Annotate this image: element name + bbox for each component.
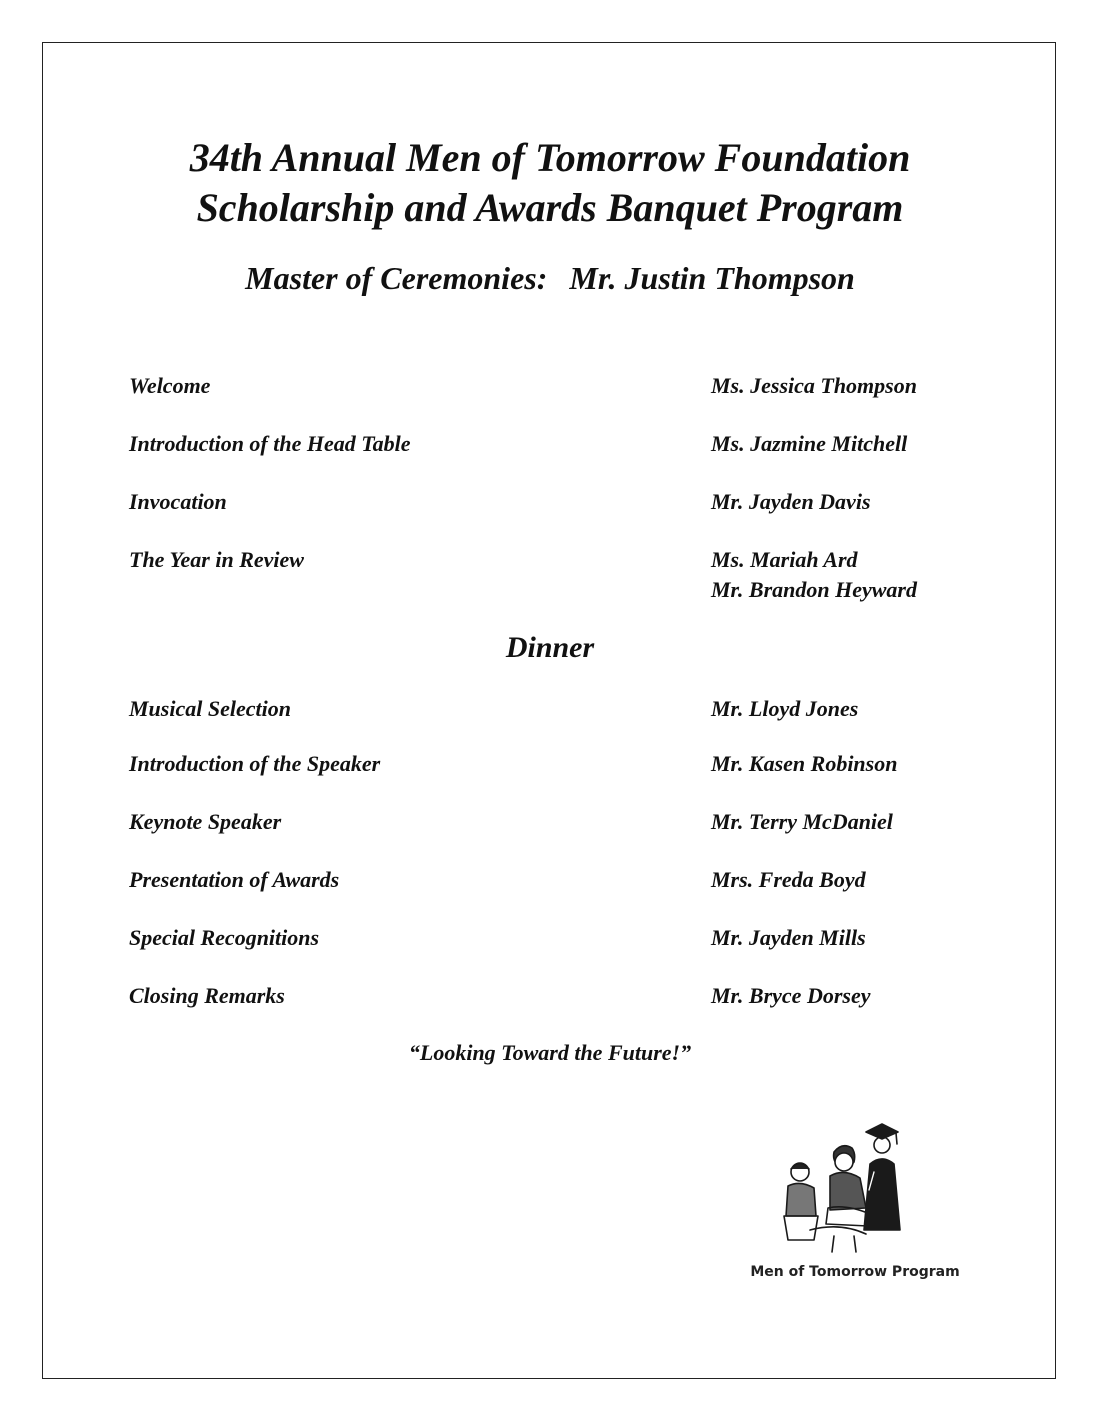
- program-row-special-recognitions: [0, 923, 1100, 983]
- person-name: Mr. Brandon Heyward: [711, 577, 917, 602]
- students-graduate-illustration-icon: [770, 1112, 920, 1254]
- program-item: Musical Selection: [129, 696, 291, 721]
- person-name: Mr. Jayden Davis: [711, 489, 871, 514]
- person-name: Mr. Lloyd Jones: [711, 696, 859, 721]
- program-person: [711, 865, 866, 895]
- program-row-welcome: [0, 371, 1100, 431]
- program-person: [711, 923, 866, 953]
- program-person: [711, 807, 893, 837]
- program-person: [711, 749, 897, 779]
- program-item: Presentation of Awards: [129, 867, 340, 892]
- person-name: Mr. Bryce Dorsey: [711, 983, 871, 1008]
- motto: “Looking Toward the Future!”: [408, 1040, 692, 1065]
- program-row-head-table: [0, 429, 1100, 489]
- program-row-year-in-review: [0, 545, 1100, 605]
- program-item: Keynote Speaker: [129, 809, 282, 834]
- person-name: Ms. Mariah Ard: [711, 547, 858, 572]
- mc-name: Mr. Justin Thompson: [569, 260, 855, 296]
- program-row-keynote: [0, 807, 1100, 867]
- person-name: Mrs. Freda Boyd: [711, 867, 866, 892]
- program-row-invocation: [0, 487, 1100, 547]
- program-item: Special Recognitions: [129, 925, 320, 950]
- person-name: Ms. Jessica Thompson: [711, 373, 917, 398]
- program-title-line-2: Scholarship and Awards Banquet Program: [196, 185, 904, 230]
- program-person: [711, 487, 871, 517]
- program-person: [711, 429, 907, 459]
- program-item: Introduction of the Head Table: [129, 431, 411, 456]
- program-item: Closing Remarks: [129, 983, 285, 1008]
- logo-caption: Men of Tomorrow Program: [750, 1264, 960, 1280]
- program-title-line-1: 34th Annual Men of Tomorrow Foundation: [189, 135, 911, 180]
- program-item: Invocation: [129, 489, 227, 514]
- person-name: Mr. Terry McDaniel: [711, 809, 893, 834]
- mc-label: Master of Ceremonies:: [245, 260, 548, 296]
- program-item: Introduction of the Speaker: [129, 751, 381, 776]
- person-name: Ms. Jazmine Mitchell: [711, 431, 908, 456]
- program-person: [711, 694, 858, 724]
- program-person: [711, 371, 917, 401]
- program-person: [711, 545, 917, 605]
- person-name: Mr. Jayden Mills: [711, 925, 866, 950]
- program-item: Welcome: [129, 373, 211, 398]
- master-of-ceremonies: [0, 258, 1100, 298]
- program-row-awards: [0, 865, 1100, 925]
- program-row-musical-selection: [0, 694, 1100, 754]
- program-item: The Year in Review: [129, 547, 304, 572]
- program-row-closing-remarks: [0, 981, 1100, 1041]
- person-name: Mr. Kasen Robinson: [711, 751, 898, 776]
- program-row-intro-speaker: [0, 749, 1100, 809]
- program-person: [711, 981, 870, 1011]
- section-heading-dinner: Dinner: [505, 631, 595, 664]
